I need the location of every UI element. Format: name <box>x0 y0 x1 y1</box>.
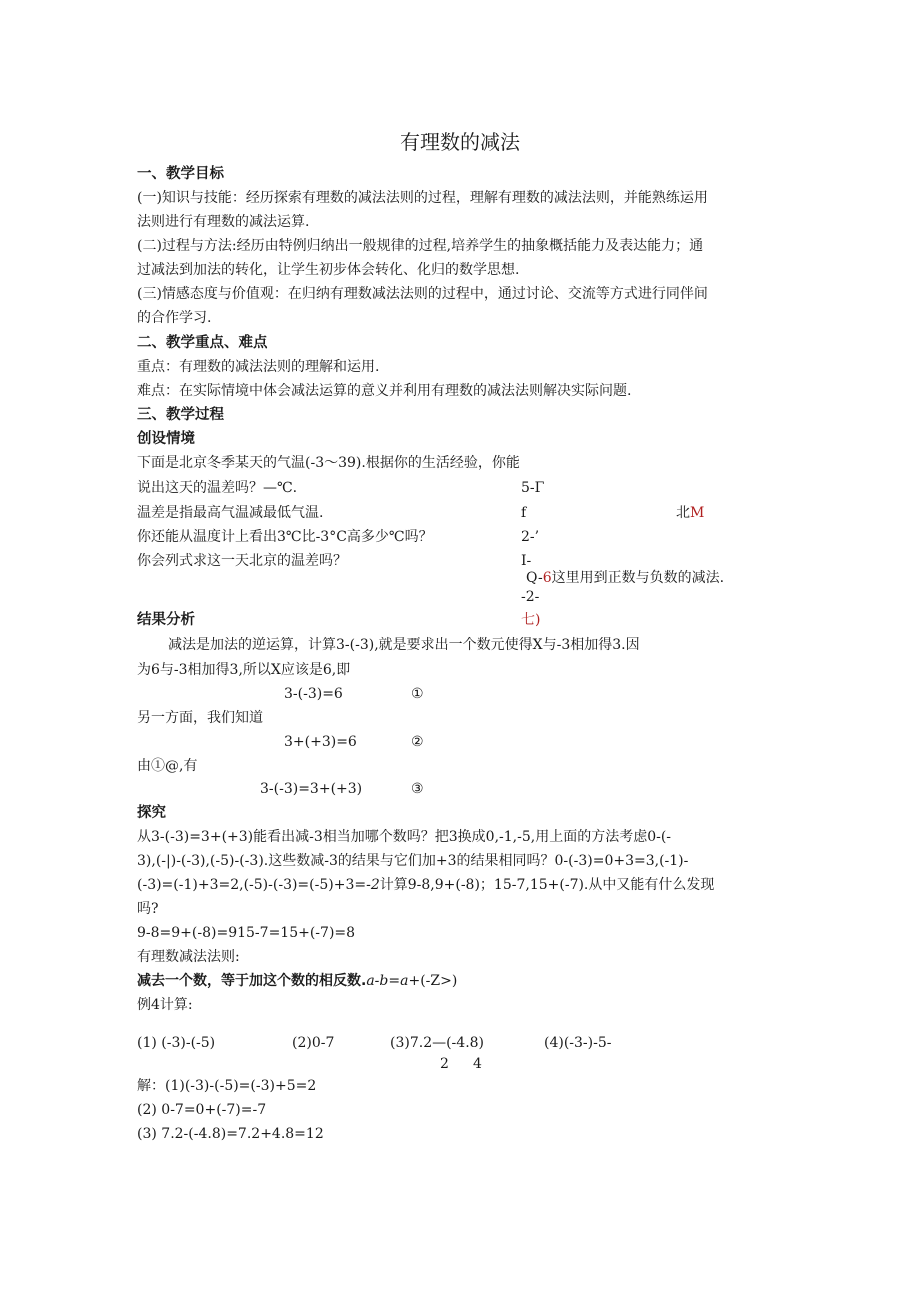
thermometer-mark: f <box>521 505 527 521</box>
text-line: 说出这天的温差吗？—℃. <box>137 480 298 496</box>
subheading-scenario: 创设情境 <box>137 431 195 447</box>
text-line: 过减法到加法的转化，让学生初步体会转化、化归的数学思想. <box>137 262 520 278</box>
thermometer-mark <box>676 503 704 523</box>
text-line: (一)知识与技能：经历探索有理数的减法法则的过程，理解有理数的减法法则，并能熟练运用 <box>137 190 708 206</box>
text-line: 3),(-|)-(-3),(-5)-(-3).这些数减-3的结果与它们加+3的结果相同吗？0-(-3)=0+3=3,(-1)- <box>137 853 689 869</box>
solution-line: (3) 7.2-(-4.8)=7.2+4.8=12 <box>137 1126 324 1142</box>
text-part: 计算9-8,9+(-8)；15-7,15+(-7).从中又能有什么发现 <box>379 877 715 893</box>
text-line: 有理数减法法则: <box>137 949 240 965</box>
rule-formula: a-b=a+ <box>366 973 421 989</box>
thermometer-mark: Q- <box>526 570 543 586</box>
text-line: 的合作学习. <box>137 310 212 326</box>
text-line: 另一方面，我们知道 <box>137 710 263 726</box>
rule-formula: (-Z>) <box>420 973 458 989</box>
equation: 3-(-3)=3+(+3) <box>260 781 363 797</box>
text-line: 你还能从温度计上看出3℃比-3°C高多少℃吗？ <box>137 529 433 545</box>
equation: 3+(+3)=6 <box>284 734 357 750</box>
text-line: 例4计算: <box>137 997 193 1013</box>
text-part-italic: -2 <box>366 877 380 893</box>
note-text: 这里用到正数与负数的减法. <box>551 570 725 586</box>
solution-line: 解：(1)(-3)-(-5)=(-3)+5=2 <box>137 1078 317 1094</box>
thermometer-mark: I- <box>521 553 532 569</box>
problem-subscript: 4 <box>473 1056 482 1072</box>
equation-number: ② <box>411 734 424 750</box>
problem-4: (4)(-3-)-5- <box>544 1035 612 1051</box>
thermometer-mark-red: 七) <box>521 612 541 628</box>
text-line: 法则进行有理数的减法运算. <box>137 214 310 230</box>
text-line: 下面是北京冬季某天的气温(-3～39).根据你的生活经验，你能 <box>137 455 520 471</box>
solution-line: (2) 0-7=0+(-7)=-7 <box>137 1102 267 1118</box>
rule-text: 减去一个数，等于加这个数的相反数. <box>137 973 367 989</box>
text-line: (三)情感态度与价值观：在归纳有理数减法法则的过程中，通过讨论、交流等方式进行同伴间 <box>137 286 708 302</box>
text-line: 减法是加法的逆运算，计算3-(-3),就是要求出一个数元使得X与-3相加得3.因 <box>168 637 640 653</box>
text-line: 温差是指最高气温减最低气温. <box>137 505 324 521</box>
problem-subscript: 2 <box>440 1056 449 1072</box>
section-heading-objectives: 一、教学目标 <box>137 166 224 182</box>
text-line: 为6与-3相加得3,所以X应该是6,即 <box>137 662 351 678</box>
text-line: 从3-(-3)=3+(+3)能看出减-3相当加哪个数吗？把3换成0,-1,-5,用上面的方法考虑0-(- <box>137 829 672 845</box>
problem-2: (2)0-7 <box>292 1035 335 1051</box>
text-line: 由①@,有 <box>137 758 198 774</box>
equation-number: ③ <box>411 781 424 797</box>
text-line: 你会列式求这一天北京的温差吗？ <box>137 553 347 569</box>
equation-number: ① <box>411 686 424 702</box>
m-label: M <box>690 505 705 521</box>
thermometer-mark-red: 6 <box>542 570 552 586</box>
north-label: 北 <box>676 505 690 521</box>
section-heading-key-points: 二、教学重点、难点 <box>137 335 268 351</box>
subheading-explore: 探究 <box>137 805 166 821</box>
thermometer-note <box>526 568 724 588</box>
subheading-analysis: 结果分析 <box>137 612 195 628</box>
text-line: 重点：有理数的减法法则的理解和运用. <box>137 359 380 375</box>
text-line: (二)过程与方法:经历由特例归纳出一般规律的过程,培养学生的抽象概括能力及表达能力；通 <box>137 238 704 254</box>
text-line: 9-8=9+(-8)=915-7=15+(-7)=8 <box>137 925 356 941</box>
section-heading-process: 三、教学过程 <box>137 407 224 423</box>
text-line: 难点：在实际情境中体会减法运算的意义并利用有理数的减法法则解决实际问题. <box>137 383 632 399</box>
thermometer-mark: -2- <box>521 589 540 605</box>
text-part: (-3)=(-1)+3=2,(-5)-(-3)=(-5)+3= <box>137 877 367 893</box>
thermometer-mark: 5-Γ <box>521 480 545 496</box>
equation: 3-(-3)=6 <box>284 686 343 702</box>
page-title: 有理数的减法 <box>400 130 520 154</box>
text-line <box>137 875 714 895</box>
problem-3: (3)7.2—(-4.8) <box>390 1035 485 1051</box>
problem-1: (1) (-3)-(-5) <box>137 1035 216 1051</box>
text-line: 吗? <box>137 901 159 917</box>
subtraction-rule <box>137 971 457 991</box>
thermometer-mark: 2-’ <box>521 529 540 545</box>
